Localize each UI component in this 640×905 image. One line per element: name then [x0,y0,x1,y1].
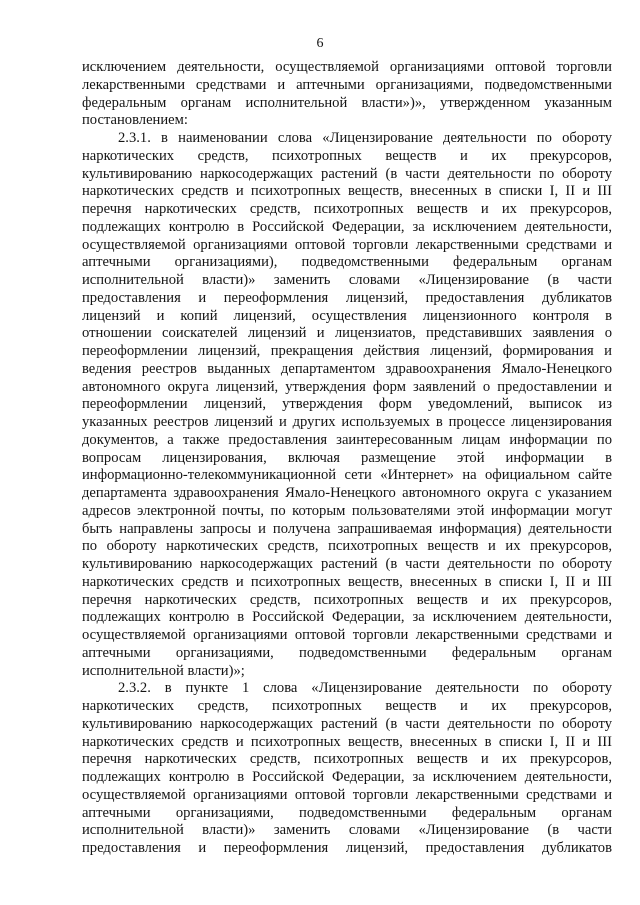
text-line: лицензий и копий лицензий, осуществления лицензионного контроля в [82,307,612,324]
text-line: культивированию наркосодержащих растений (в части деятельности по обороту [82,165,612,182]
text-line: наркотических средств и психотропных веществ, внесенных в списки I, II и III [82,733,612,750]
text-line: осуществляемой организациями оптовой торговли лекарственными средствами и [82,786,612,803]
text-line: культивированию наркосодержащих растений (в части деятельности по обороту [82,556,612,572]
paragraph-first-line: 2.3.2. в пункте 1 слова «Лицензирование деятельности по обороту [118,680,612,697]
text-line: подлежащих контролю в Российской Федерации, за исключением деятельности, [82,609,612,626]
text-line: культивированию наркосодержащих растений (в части деятельности по обороту [82,715,612,732]
text-line: отношении соискателей лицензий и лицензиатов, представивших заявления о [82,325,612,342]
text-line: адресов электронной почты, по которым пользователями этой информации могут [82,502,612,519]
text-line: лекарственными средствами и аптечными организациями, подведомственными [82,76,612,93]
text-line: ведения реестров выданных департаментом здравоохранения Ямало-Ненецкого [82,360,612,377]
text-line: исключением деятельности, осуществляемой организациями оптовой торговли [82,59,612,75]
text-line: постановлением: [82,112,188,129]
text-line: наркотических средств, психотропных веществ и их прекурсоров, [82,698,612,714]
text-line: наркотических средств, психотропных веществ и их прекурсоров, [82,147,612,164]
text-line: исполнительной власти)» заменить словами «Лицензирование (в части [82,272,612,288]
text-line: по обороту наркотических средств, психотропных веществ и их прекурсоров, [82,538,612,555]
text-line: подлежащих контролю в Российской Федерации, за исключением деятельности, [82,218,612,235]
text-line: федеральным органам исполнительной власти»)», утвержденном указанным [82,94,612,111]
paragraph-first-line: 2.3.1. в наименовании слова «Лицензирование деятельности по обороту [118,130,612,146]
text-line: быть направлены запросы и получена запрашиваемая информация) деятельности [82,520,612,537]
page-number: 6 [316,36,324,51]
text-line: исполнительной власти)» заменить словами «Лицензирование (в части [82,822,612,839]
text-line: исполнительной власти)»; [82,662,245,679]
text-line: аптечными организациями, подведомственными федеральным органам [82,644,612,661]
text-line: наркотических средств и психотропных веществ, внесенных в списки I, II и III [82,573,612,590]
text-line: информационно-телекоммуникационной сети «Интернет» на официальном сайте [82,467,612,484]
text-line: наркотических средств и психотропных веществ, внесенных в списки I, II и III [82,183,612,200]
text-line: перечня наркотических средств, психотропных веществ и их прекурсоров, [82,751,612,768]
text-line: аптечными организациями, подведомственными федеральным органам [82,804,612,821]
text-line: переоформлении лицензий, прекращения действия лицензий, формирования и [82,343,612,359]
text-line: вопросам лицензирования, включая размещение этой информации в [82,449,612,466]
text-line: осуществляемой организациями оптовой торговли лекарственными средствами и [82,627,612,643]
text-line: перечня наркотических средств, психотропных веществ и их прекурсоров, [82,201,612,217]
text-line: указанных реестров лицензий и других используемых в процессе лицензирования [82,414,612,430]
text-line: аптечными организациями), подведомственными федеральным органам [82,254,612,271]
text-line: департамента здравоохранения Ямало-Ненецкого автономного округа с указанием [82,485,612,501]
text-line: перечня наркотических средств, психотропных веществ и их прекурсоров, [82,591,612,608]
text-line: переоформлении лицензий, утверждения форм уведомлений, выписок из [82,396,612,413]
text-line: осуществляемой организациями оптовой торговли лекарственными средствами и [82,236,612,253]
text-line: документов, а также предоставления заинтересованным лицам информации по [82,431,612,448]
text-line: подлежащих контролю в Российской Федерации, за исключением деятельности, [82,769,612,785]
text-line: предоставления и переоформления лицензий, предоставления дубликатов [82,289,612,306]
text-line: предоставления и переоформления лицензий, предоставления дубликатов [82,840,612,856]
text-line: автономного округа лицензий, утверждения форм заявлений о предоставлении и [82,378,612,395]
